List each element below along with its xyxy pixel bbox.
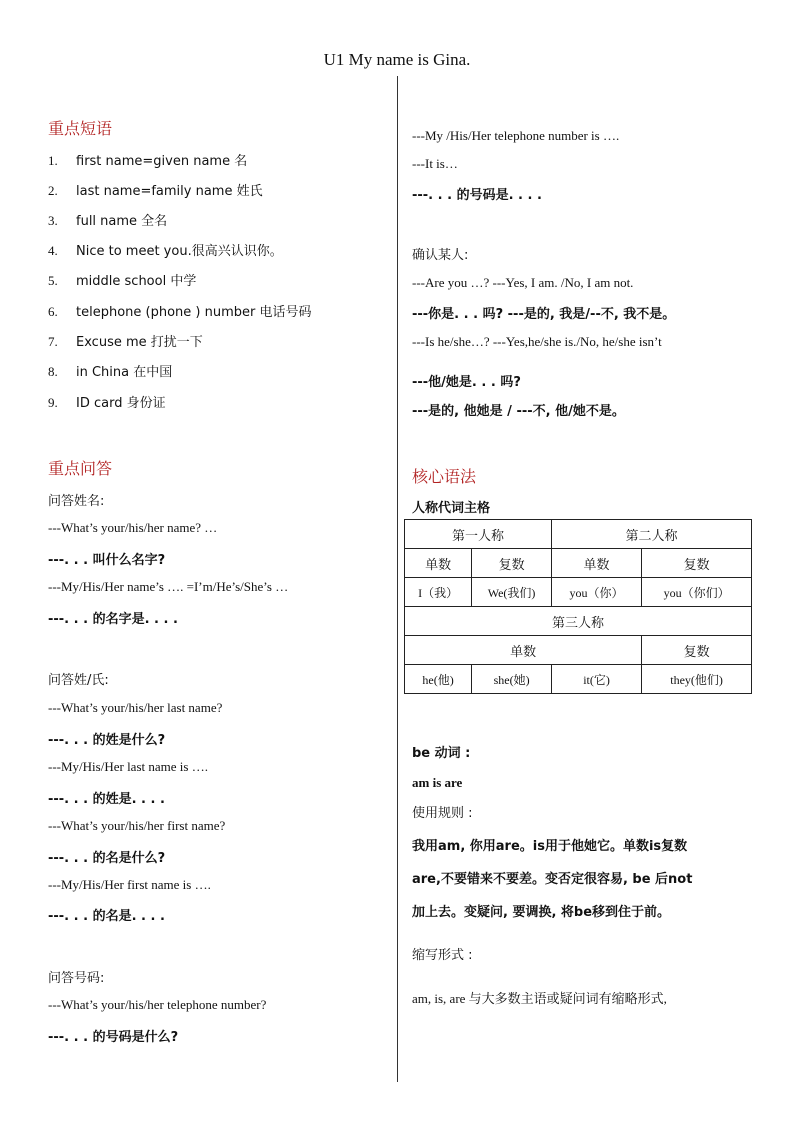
rule-line: 加上去。变疑问, 要调换, 将be移到住于前。 xyxy=(412,905,671,920)
phrase-item xyxy=(48,270,196,289)
phrase-item xyxy=(48,150,247,169)
qa-last-heading: 问答姓/氏: xyxy=(48,673,109,688)
phrase-item xyxy=(48,180,263,199)
phrase-text: telephone (phone ) number 电话号码 xyxy=(76,305,312,320)
phrase-number: 8. xyxy=(48,364,58,379)
plural-header: 复数 xyxy=(642,549,752,578)
pronoun-cell: they(他们) xyxy=(642,665,752,694)
plural-header: 复数 xyxy=(472,549,552,578)
grammar-heading: 核心语法 xyxy=(412,467,477,486)
phrase-text: first name=given name 名 xyxy=(76,154,248,169)
qa-line: ---My/His/Her name’s …. =I’m/He’s/She’s … xyxy=(48,579,289,594)
singular-header: 单数 xyxy=(551,549,641,578)
phrase-item xyxy=(48,361,172,380)
pronoun-cell: she(她) xyxy=(472,665,552,694)
phrase-number: 3. xyxy=(48,213,58,228)
qa-line: ---What’s your/his/her name? … xyxy=(48,520,218,535)
pronoun-cell: We(我们) xyxy=(472,578,552,607)
be-forms: am is are xyxy=(412,775,463,790)
phone-line: ---. . . 的号码是. . . . xyxy=(412,188,542,203)
confirm-line: ---他/她是. . . 吗? xyxy=(412,375,521,390)
be-heading: be 动词 : xyxy=(412,746,471,761)
qa-line: ---. . . 的号码是什么? xyxy=(48,1030,179,1045)
phrase-item xyxy=(48,240,283,259)
qa-line: ---. . . 的姓是什么? xyxy=(48,733,166,748)
pronoun-cell: you（你） xyxy=(551,578,641,607)
rule-line: are,不要错来不要差。变否定很容易, be 后not xyxy=(412,872,693,887)
phrase-number: 9. xyxy=(48,395,58,410)
phrase-number: 6. xyxy=(48,304,58,319)
confirm-line: ---是的, 他她是 / ---不, 他/她不是。 xyxy=(412,404,625,419)
qa-line: ---. . . 的名字是. . . . xyxy=(48,612,178,627)
pronoun-table xyxy=(404,519,752,694)
second-person-header: 第二人称 xyxy=(551,520,751,549)
phrase-text: last name=family name 姓氏 xyxy=(76,184,263,199)
singular-header: 单数 xyxy=(405,549,472,578)
phone-line: ---It is… xyxy=(412,156,458,171)
confirm-heading: 确认某人: xyxy=(412,248,469,263)
pronoun-cell: I（我） xyxy=(405,578,472,607)
third-person-header: 第三人称 xyxy=(405,607,752,636)
qa-heading: 重点问答 xyxy=(48,459,113,478)
first-person-header: 第一人称 xyxy=(405,520,552,549)
phrase-item xyxy=(48,210,167,229)
qa-line: ---. . . 的名是什么? xyxy=(48,851,166,866)
pronoun-cell: you（你们） xyxy=(642,578,752,607)
confirm-line: ---Are you …? ---Yes, I am. /No, I am not. xyxy=(412,275,634,290)
phrase-number: 5. xyxy=(48,273,58,288)
phrase-number: 1. xyxy=(48,153,58,168)
phrase-item xyxy=(48,301,311,320)
phrases-heading: 重点短语 xyxy=(48,119,113,138)
plural-header: 复数 xyxy=(642,636,752,665)
qa-phone-heading: 问答号码: xyxy=(48,971,105,986)
pronoun-heading: 人称代词主格 xyxy=(412,501,491,516)
phrase-text: Excuse me 打扰一下 xyxy=(76,335,203,350)
phrase-number: 4. xyxy=(48,243,58,258)
confirm-line: ---Is he/she…? ---Yes,he/she is./No, he/she isn’t xyxy=(412,334,662,349)
page-title: U1 My name is Gina. xyxy=(323,50,471,69)
phrase-text: middle school 中学 xyxy=(76,274,197,289)
pronoun-cell: it(它) xyxy=(551,665,641,694)
rule-line: 我用am, 你用are。is用于他她它。单数is复数 xyxy=(412,839,688,854)
phrase-text: full name 全名 xyxy=(76,214,168,229)
phrase-item xyxy=(48,392,166,411)
qa-line: ---My/His/Her first name is …. xyxy=(48,877,211,892)
qa-line: ---. . . 叫什么名字? xyxy=(48,553,166,568)
phone-line: ---My /His/Her telephone number is …. xyxy=(412,128,620,143)
phrase-number: 7. xyxy=(48,334,58,349)
qa-line: ---My/His/Her last name is …. xyxy=(48,759,208,774)
confirm-line: ---你是. . . 吗? ---是的, 我是/--不, 我不是。 xyxy=(412,307,676,322)
phrase-item xyxy=(48,331,203,350)
qa-line: ---. . . 的名是. . . . xyxy=(48,909,165,924)
qa-line: ---What’s your/his/her first name? xyxy=(48,818,226,833)
qa-line: ---. . . 的姓是. . . . xyxy=(48,792,165,807)
qa-line: ---What’s your/his/her last name? xyxy=(48,700,223,715)
short-text: am, is, are 与大多数主语或疑问词有缩略形式, xyxy=(412,991,667,1006)
usage-heading: 使用规则 : xyxy=(412,806,473,821)
phrase-number: 2. xyxy=(48,183,58,198)
column-divider xyxy=(397,76,398,1082)
qa-line: ---What’s your/his/her telephone number? xyxy=(48,997,267,1012)
phrase-text: Nice to meet you.很高兴认识你。 xyxy=(76,244,283,259)
phrase-text: in China 在中国 xyxy=(76,365,173,380)
qa-name-heading: 问答姓名: xyxy=(48,494,105,509)
pronoun-cell: he(他) xyxy=(405,665,472,694)
phrase-text: ID card 身份证 xyxy=(76,396,166,411)
short-heading: 缩写形式 : xyxy=(412,948,473,963)
singular-header: 单数 xyxy=(405,636,642,665)
